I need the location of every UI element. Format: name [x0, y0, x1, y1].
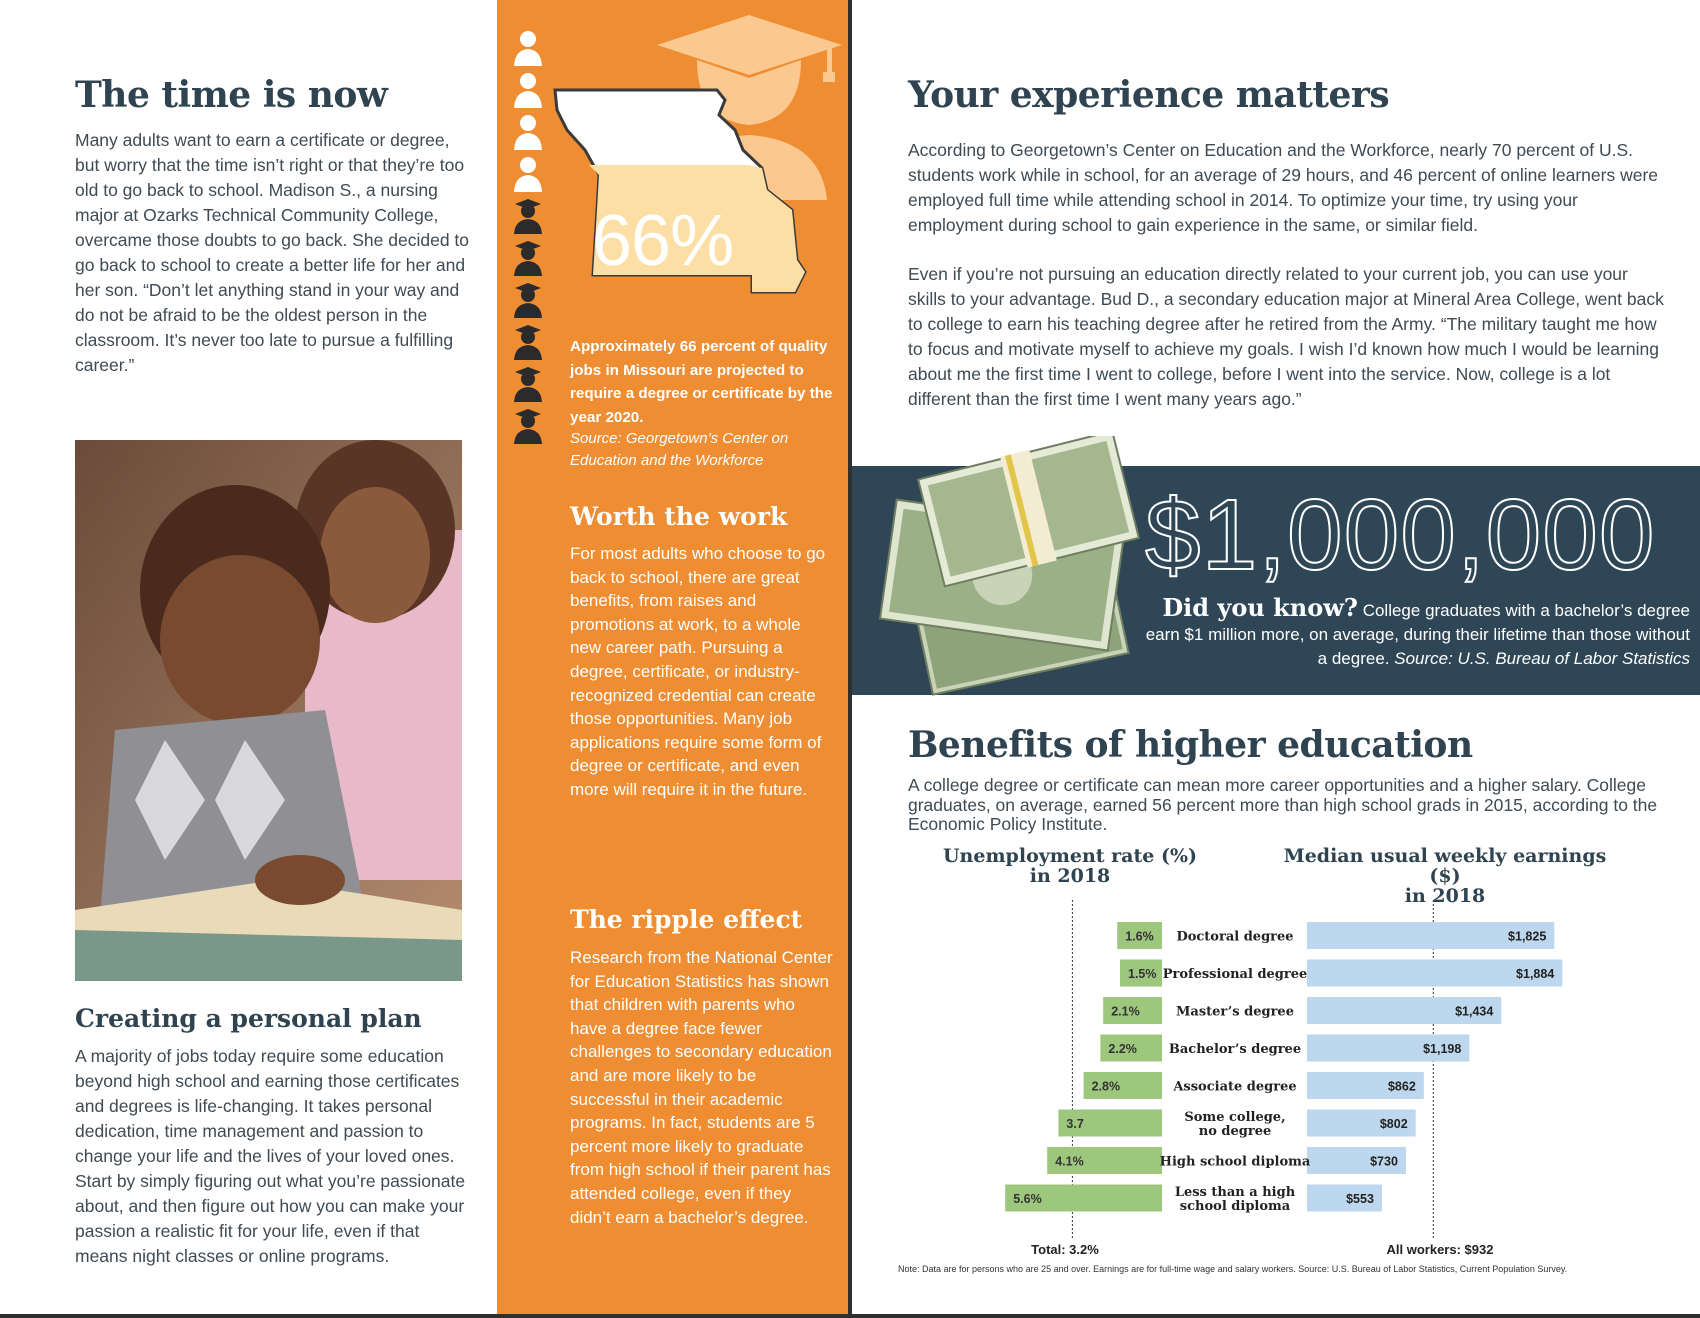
unemployment-value-label: 2.8% [1091, 1079, 1121, 1094]
worth-paragraph: For most adults who choose to go back to school, there are great benefits, from raises and promotions at work, to a whole new career path. Pursuing a degree, certificate, or industry-recognized credential can create those opportunities. Many job applications require some form of degree or certificate, and even more will require it in the future. [570, 544, 826, 799]
graduate-icon [511, 322, 545, 362]
mother-child-reading-photo [75, 440, 462, 981]
earnings-all-workers-label: All workers: $932 [1386, 1242, 1494, 1257]
unemployment-title-line: in 2018 [1029, 865, 1111, 887]
earnings-value-label: $1,825 [1508, 929, 1547, 944]
stat-source: Source: Georgetown’s Center on Education and the Workforce [570, 430, 789, 469]
section-title-ripple: The ripple effect [570, 905, 803, 934]
stat-percent: 66% [592, 201, 734, 281]
ripple-paragraph: Research from the National Center for Education Statistics has shown that children with parents who have a degree face fewer challenges to secondary education and are more likely to be successful in their academic programs. In fact, students are 5 percent more likely to graduate from high school if their parent has attended college, even if they didn’t earn a bachelor’s degree. [570, 948, 833, 1227]
unemployment-value-label: 3.7 [1066, 1117, 1084, 1131]
category-label: Master’s degree [1176, 1004, 1294, 1020]
graduate-icon [511, 406, 545, 446]
earnings-value-label: $1,884 [1516, 967, 1555, 981]
category-label: Associate degree [1173, 1079, 1297, 1095]
plan-paragraph: A majority of jobs today require some education beyond high school and earning those certificates and degrees is life-changing. It takes personal dedication, time management and passion to change your life and the lives of your loved ones. Start by simply figuring out what you’re passionate about, and then figure out how you can make your passion a realistic fit for your life, even if that means night classes or online programs. [75, 1046, 466, 1266]
graduate-icon [511, 196, 545, 236]
experience-paragraph-2: Even if you’re not pursuing an education directly related to your current job, you can use your skills to your advantage. Bud D., a secondary education major at Mineral Area College, went back to college to earn his teaching degree after he retired from the Army. “The military taught me how to focus and motivate myself to achieve my goals. I wish I’d known how much I would be learning about me the first time I went to college, before I went into the service. Now, college is a lot different than the first time I went many years ago.” [908, 264, 1664, 409]
earnings-value-label: $862 [1387, 1079, 1416, 1094]
did-you-know-label: Did you know? [1162, 593, 1358, 622]
unemployment-value-label: 2.1% [1111, 1004, 1140, 1019]
earnings-value-label: $730 [1370, 1154, 1398, 1169]
unemployment-title-line: Unemployment rate (%) [942, 845, 1198, 867]
category-label: Doctoral degree [1176, 929, 1294, 945]
unemployment-value-label: 1.5% [1128, 967, 1157, 981]
unemployment-value-label: 2.2% [1108, 1042, 1137, 1056]
money-stack-image [870, 436, 1150, 701]
people-icon-column [511, 28, 547, 448]
earnings-title-line: in 2018 [1404, 885, 1486, 907]
earnings-value-label: $553 [1346, 1192, 1374, 1206]
graduate-icon [511, 364, 545, 404]
section-title-time: The time is now [75, 74, 388, 116]
category-label: Bachelor’s degree [1168, 1042, 1302, 1057]
stat-text: Approximately 66 percent of quality jobs in Missouri are projected to require a degree or certificate by the year 2020. [570, 338, 833, 426]
unemployment-chart-title [940, 846, 1200, 886]
unemployment-value-label: 4.1% [1055, 1154, 1084, 1169]
unemployment-value-label: 1.6% [1125, 929, 1154, 944]
category-label: school diploma [1179, 1199, 1291, 1214]
category-label: High school diploma [1159, 1154, 1311, 1170]
bottom-rule [0, 1314, 1700, 1318]
chart-footnote: Note: Data are for persons who are 25 and over. Earnings are for full-time wage and salary workers. Source: U.S. Bureau of Labor Statistics, Current Population Survey. [898, 1264, 1568, 1274]
section-title-experience: Your experience matters [908, 74, 1390, 116]
category-label: Some college, [1184, 1110, 1286, 1125]
person-icon [511, 28, 545, 68]
category-label: no degree [1198, 1124, 1272, 1139]
earnings-value-label: $1,198 [1423, 1042, 1462, 1056]
education-bar-charts [852, 900, 1700, 1260]
graduate-icon [511, 238, 545, 278]
did-you-know-text [1145, 593, 1690, 671]
section-title-worth: Worth the work [570, 502, 788, 531]
category-label: Professional degree [1162, 967, 1308, 982]
orange-sidebar [497, 0, 848, 1318]
section-title-benefits: Benefits of higher education [908, 724, 1473, 766]
experience-paragraph-1: According to Georgetown’s Center on Education and the Workforce, nearly 70 percent of U.S. students work while in school, for an average of 29 hours, and 46 percent of online learners were employed full time while attending school in 2014. To optimize your time, try using your employment during school to gain experience in the same, or similar field. [908, 140, 1659, 235]
category-label: Less than a high [1174, 1185, 1296, 1200]
earnings-value-label: $802 [1379, 1117, 1408, 1131]
person-icon [511, 112, 545, 152]
earnings-value-label: $1,434 [1455, 1004, 1494, 1019]
graduate-icon [511, 280, 545, 320]
did-you-know-body: College graduates with a bachelor’s degree earn $1 million more, on average, during their lifetime than those without a degree. [1145, 601, 1690, 668]
earnings-title-line: Median usual weekly earnings ($) [1283, 845, 1607, 887]
time-paragraph: Many adults want to earn a certificate or degree, but worry that the time isn’t right or that they’re too old to go back to school. Madison S., a nursing major at Ozarks Technical Community College, overcame those doubts to go back. She decided to go back to school to create a better life for her and her son. “Don’t let anything stand in your way and do not be afraid to be the oldest person in the classroom. It’s never too late to pursue a fulfilling career.” [75, 130, 470, 375]
section-title-plan: Creating a personal plan [75, 1004, 422, 1033]
million-dollar-figure: $1,000,000 [1145, 479, 1656, 591]
did-you-know-source: Source: U.S. Bureau of Labor Statistics [1394, 649, 1690, 668]
person-icon [511, 154, 545, 194]
benefits-paragraph: A college degree or certificate can mean more career opportunities and a higher salary. College graduates, on average, earned 56 percent more than high school grads in 2015, according to the Economic Policy Institute. [908, 775, 1658, 834]
earnings-chart-title [1270, 846, 1620, 906]
person-icon [511, 70, 545, 110]
unemployment-value-label: 5.6% [1013, 1192, 1042, 1206]
unemployment-total-label: Total: 3.2% [1031, 1242, 1099, 1257]
